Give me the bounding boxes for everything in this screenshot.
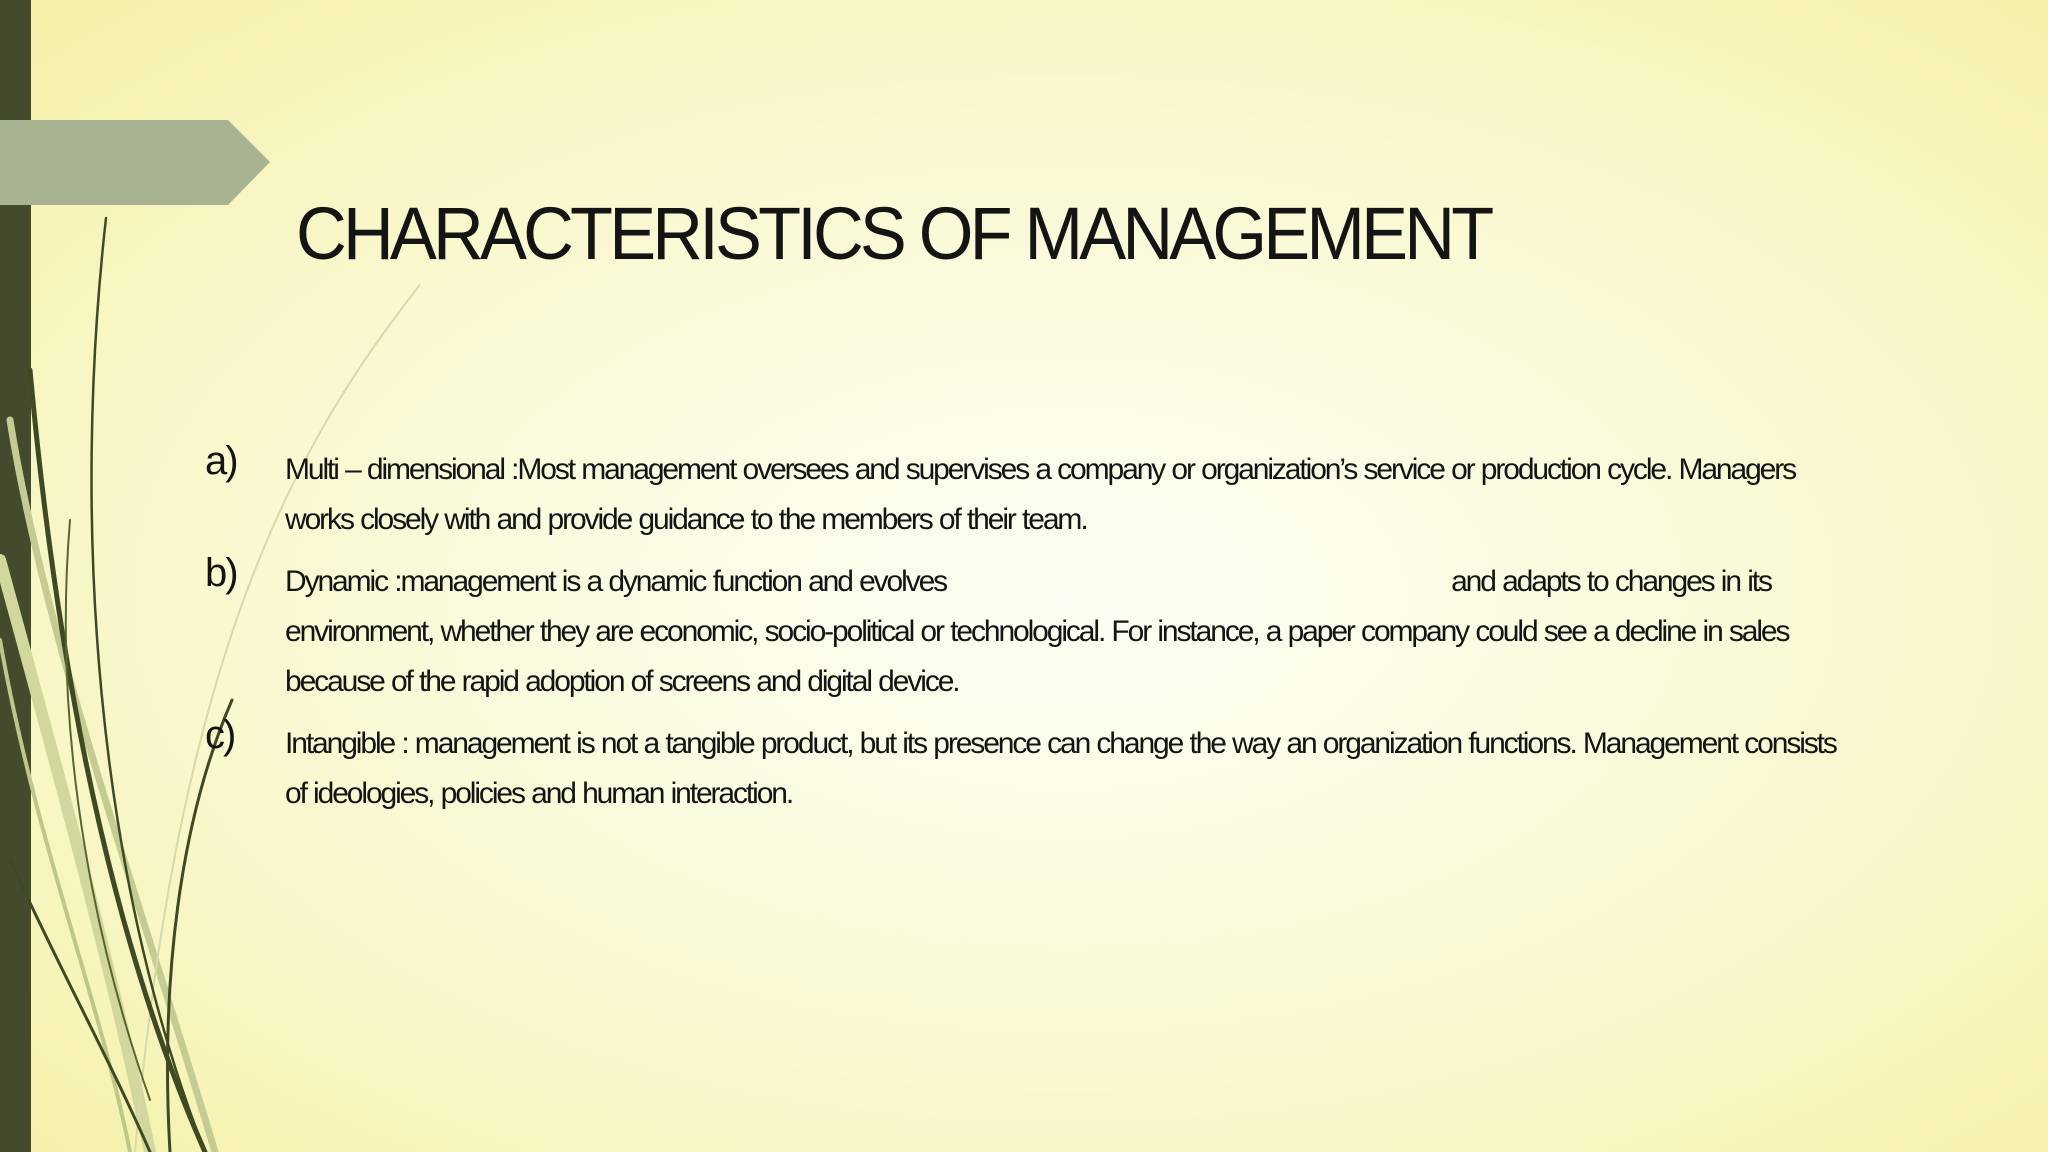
list-item-label: b) [205, 551, 237, 595]
curve-light-4 [0, 640, 130, 1152]
slide-title: CHARACTERISTICS OF MANAGEMENT [296, 192, 1491, 275]
list-item-dynamic [205, 551, 1855, 707]
characteristics-list [205, 439, 1855, 831]
list-item-label: a) [205, 439, 237, 483]
list-item-text-start: Dynamic :management is a dynamic function and evolves [285, 565, 947, 598]
list-item-multi-dimensional [205, 439, 1855, 545]
curve-light-1 [0, 560, 150, 1152]
list-item-text [285, 557, 1855, 707]
list-item-text: Multi – dimensional :Most management oversees and supervises a company or organization’s service or production cycle. Managers works closely with and provide guidance to the members of their team. [285, 453, 1796, 536]
curve-dark-4 [10, 860, 150, 1152]
list-item-label: c) [205, 713, 235, 757]
curve-dark-2 [92, 218, 205, 1152]
list-item-intangible [205, 713, 1855, 819]
header-arrow-tab [0, 120, 270, 205]
list-item-text-end: and adapts to changes in its environment, whether they are economic, socio-political or technological. For instance, a paper company could see a decline in sales because of the rapid adoption of screens and digital device. [285, 565, 1789, 698]
list-item-text: Intangible : management is not a tangible product, but its presence can change the way an organization functions. Management consists of ideologies, policies and human interaction. [285, 727, 1836, 810]
